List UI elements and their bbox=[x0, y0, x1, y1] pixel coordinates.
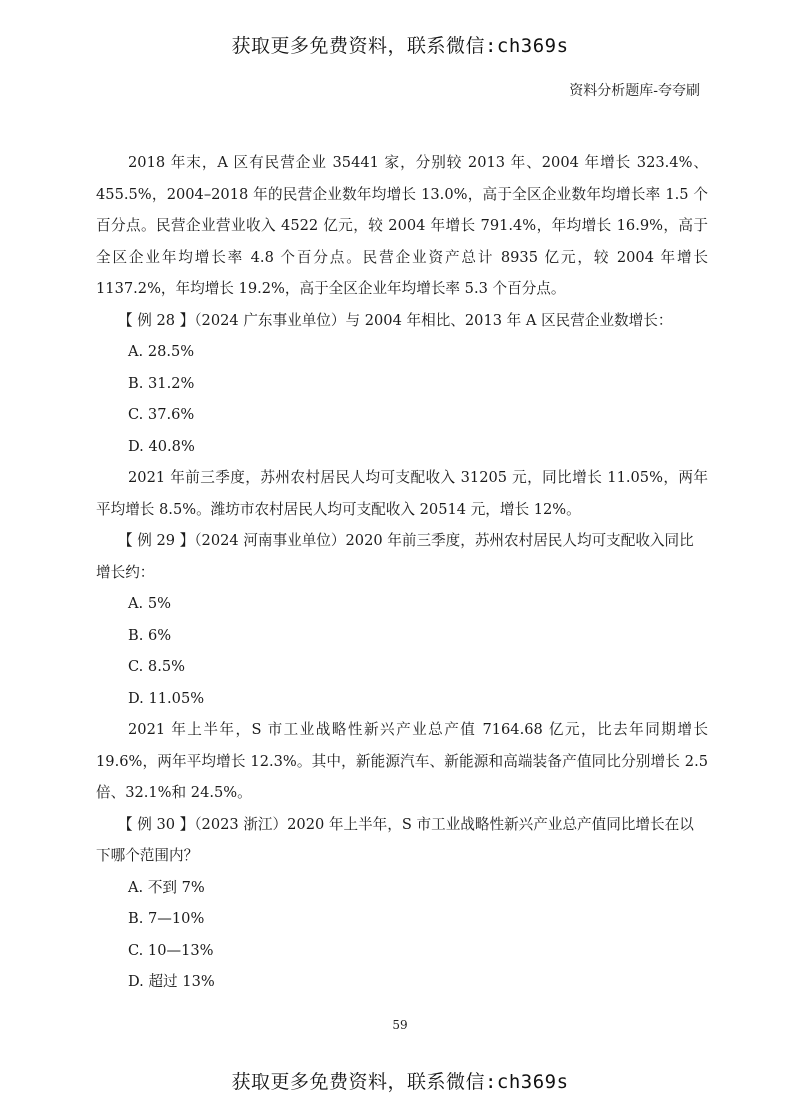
option-item: C. 8.5% bbox=[128, 658, 185, 675]
option-item: D. 11.05% bbox=[128, 689, 205, 707]
option-item: B. 31.2% bbox=[128, 374, 195, 392]
option-item: A. 28.5% bbox=[128, 343, 195, 360]
option-item: A. 5% bbox=[128, 595, 171, 612]
option-item: D. 超过 13% bbox=[128, 973, 215, 990]
material-paragraph-2: 2021 年前三季度，苏州农村居民人均可支配收入 31205 元，同比增长 11.05%，两年平均增长 8.5%。潍坊市农村居民人均可支配收入 20514 元，增长 12%。 bbox=[96, 469, 708, 518]
option-item: A. 不到 7% bbox=[128, 878, 205, 896]
option-item: C. 37.6% bbox=[128, 406, 195, 423]
option-item: B. 7—10% bbox=[128, 910, 205, 927]
option-item: D. 40.8% bbox=[128, 437, 195, 455]
promo-banner-top: 获取更多免费资料，联系微信:ch369s bbox=[231, 35, 569, 57]
page-content bbox=[96, 147, 708, 998]
running-header: 资料分析题库-夸夸刷 bbox=[569, 83, 700, 99]
question-30-options bbox=[96, 872, 708, 998]
option-item: C. 10—13% bbox=[128, 941, 214, 959]
material-paragraph-1: 2018 年末，A 区有民营企业 35441 家，分别较 2013 年、2004 年增长 323.4%、455.5%，2004–2018 年的民营企业数年均增长 13.0%，高于全区企业数年均增长率 1.5 个百分点。民营企业营业收入 4522 亿元，较 2004 年增长 791.4%，年均增长 16.9%，高于全区企业年均增长率 4.8 个百分点。民营企业资产总计 8935 亿元，较 2004 年增长 1137.2%，年均增长 19.2%，高于全区企业年均增长率 5.3 个百分点。 bbox=[96, 154, 708, 297]
question-29-options bbox=[96, 588, 708, 714]
question-29: 【 例 29 】（2024 河南事业单位）2020 年前三季度，苏州农村居民人均可支配收入同比增长约： bbox=[96, 532, 694, 581]
option-item: B. 6% bbox=[128, 626, 172, 644]
question-30: 【 例 30 】（2023 浙江）2020 年上半年，S 市工业战略性新兴产业总产值同比增长在以下哪个范围内？ bbox=[96, 815, 694, 864]
material-paragraph-3: 2021 年上半年，S 市工业战略性新兴产业总产值 7164.68 亿元，比去年同期增长 19.6%，两年平均增长 12.3%。其中，新能源汽车、新能源和高端装备产值同比分别增长 2.5 倍、32.1%和 24.5%。 bbox=[96, 721, 708, 801]
promo-banner-bottom: 获取更多免费资料，联系微信:ch369s bbox=[231, 1071, 569, 1093]
question-28: 【 例 28 】（2024 广东事业单位）与 2004 年相比、2013 年 A 区民营企业数增长： bbox=[118, 311, 673, 329]
page-number: 59 bbox=[392, 1018, 408, 1032]
question-28-options bbox=[96, 336, 708, 462]
